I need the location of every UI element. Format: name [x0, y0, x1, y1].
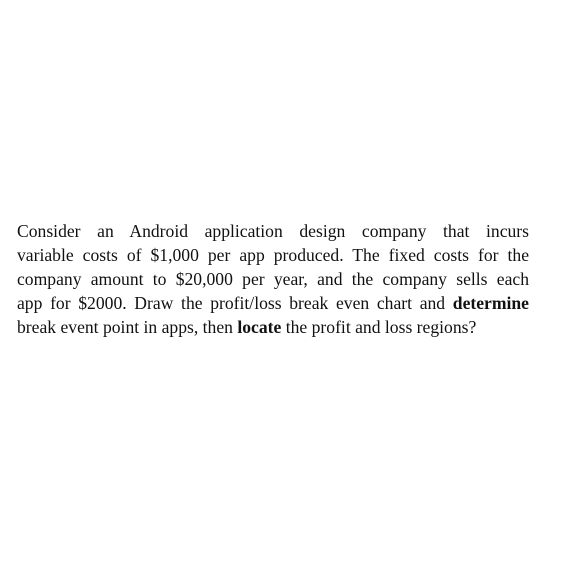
question-line-5 — [17, 315, 529, 339]
question-line-3: company amount to $20,000 per year, and the company sells each — [17, 269, 529, 289]
question-line-4-text: app for $2000. Draw the profit/loss break even chart and — [17, 293, 453, 313]
keyword-determine: determine — [452, 293, 529, 313]
question-text — [17, 219, 529, 339]
question-line-2: variable costs of $1,000 per app produced. The fixed costs for the — [17, 245, 529, 265]
question-line-4 — [17, 291, 529, 315]
keyword-locate: locate — [237, 317, 282, 337]
question-line-5-start: break event point in apps, then — [17, 317, 238, 337]
question-line-5-end: the profit and loss regions? — [281, 317, 477, 337]
question-line-1: Consider an Android application design company that incurs — [17, 221, 529, 241]
